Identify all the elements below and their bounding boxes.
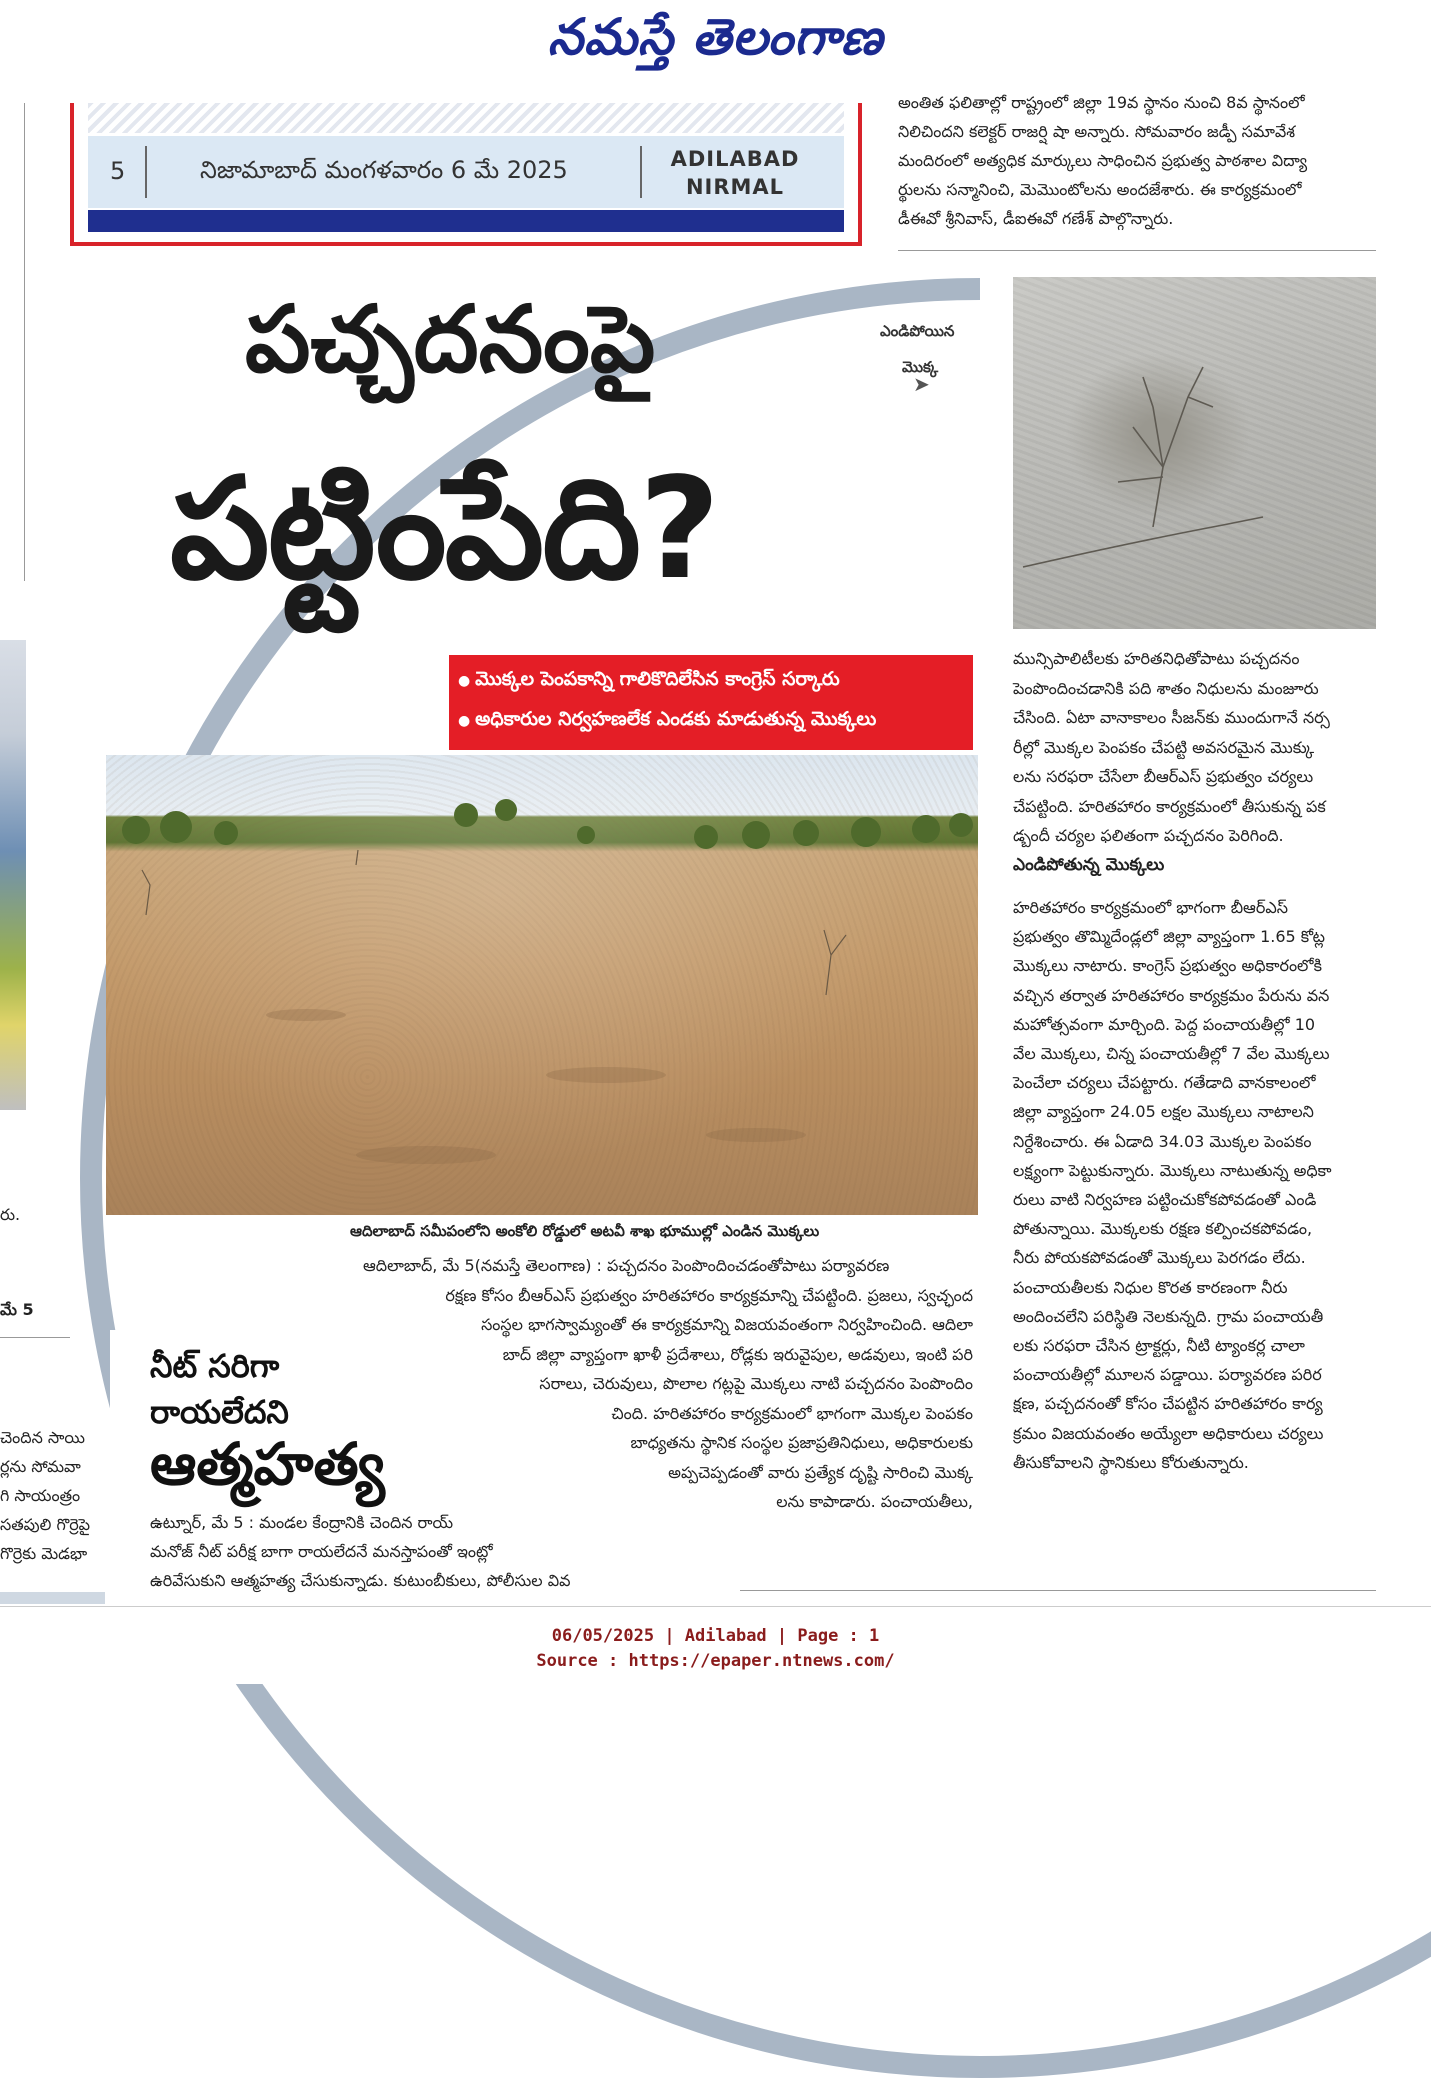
page-number: 5 xyxy=(110,157,126,185)
left-edge-photo xyxy=(0,640,26,1110)
subheadline-bullet: ● అధికారుల నిర్వహణలేక ఎండకు మాడుతున్న మొక్కలు xyxy=(458,708,876,735)
text-line: రక్షణ కోసం బీఆర్ఎస్ ప్రభుత్వం హరితహారం కార్యక్రమాన్ని చేపట్టింది. ప్రజలు, స్వచ్ఛంద xyxy=(445,1285,973,1305)
text-line: మున్సిపాలిటీలకు హరితనిధితోపాటు పచ్చదనం xyxy=(1013,649,1300,668)
page-bottom-rule xyxy=(0,1606,1431,1607)
text-line: రీల్లో మొక్కల పెంపకం చేపట్టి అవసరమైన మొక్కు xyxy=(1013,737,1315,757)
text-line: క్రమం విజయవంతం అయ్యేలా అధికారులు చర్యలు xyxy=(1013,1423,1324,1443)
text-line: మందిరంలో అత్యధిక మార్కులు సాధించిన ప్రభుత్వ పాఠశాల విద్యా xyxy=(898,151,1308,170)
barren-land-photo xyxy=(106,755,978,1215)
left-fragment: రు. xyxy=(0,1205,21,1224)
corner-background xyxy=(1376,1430,1431,1630)
left-fragment: చెందిన సాయి xyxy=(0,1428,85,1447)
arrow-icon: ➤ xyxy=(913,372,930,396)
text-line: మహోత్సవంగా మార్చింది. పెద్ద పంచాయతీల్లో 10 xyxy=(1013,1014,1316,1034)
dateline-separator xyxy=(640,146,642,198)
headline-line-1: పచ్చదనంపై xyxy=(245,286,656,393)
text-line: మొక్కలు నాటారు. కాంగ్రెస్ ప్రభుత్వం అధికారంలోకి xyxy=(1013,956,1322,976)
dried-plant-photo xyxy=(1013,277,1376,629)
section-rule xyxy=(740,1590,1376,1591)
dateline-hatch xyxy=(88,103,844,133)
headline-line: రాయలేదని xyxy=(150,1393,289,1431)
text-line: పెంపొందించడానికి పది శాతం నిధులను మంజూరు xyxy=(1013,678,1319,698)
main-article-body xyxy=(363,1251,973,1517)
left-fragment: మే 5 xyxy=(0,1300,34,1319)
section-rule xyxy=(898,250,1376,251)
text-line: చేపట్టింది. హరితహారం కార్యక్రమంలో తీసుకున్న పక xyxy=(1013,796,1326,816)
text-line: వేల మొక్కలు, చిన్న పంచాయతీల్లో 7 వేల మొక్కలు xyxy=(1013,1044,1330,1064)
footer-source-link[interactable]: Source : https://epaper.ntnews.com/ xyxy=(536,1651,895,1671)
text-line: బాద్ జిల్లా వ్యాప్తంగా ఖాళీ ప్రదేశాలు, రోడ్లకు ఇరువైపుల, అడవులు, ఇంటి పరి xyxy=(502,1344,973,1364)
text-line: డీఈవో శ్రీనివాస్, డీఐఈవో గణేశ్ పాల్గొన్నారు. xyxy=(898,209,1174,228)
right-article-part-2 xyxy=(1013,893,1376,1477)
text-line: ప్రభుత్వం తొమ్మిదేండ్లలో జిల్లా వ్యాప్తంగా 1.65 కోట్ల xyxy=(1013,927,1326,947)
landscape-sketch xyxy=(106,755,978,1215)
text-line: లక్ష్యంగా పెట్టుకున్నారు. మొక్కలు నాటుతున్న అధికా xyxy=(1013,1160,1332,1180)
dried-plant-sketch xyxy=(1013,277,1376,629)
text-line: లను సరఫరా చేసేలా బీఆర్ఎస్ ప్రభుత్వం చర్యలు xyxy=(1013,767,1314,786)
text-line: సంస్థల భాగస్వామ్యంతో ఈ కార్యక్రమాన్ని విజయవంతంగా నిర్వహించింది. ఆదిలా xyxy=(481,1315,973,1334)
edition-line: ADILABAD xyxy=(670,147,800,171)
text-line: మనోజ్ నీట్ పరీక్ష బాగా రాయలేదనే మనస్తాపంతో ఇంట్లో xyxy=(150,1542,493,1561)
left-edge-photo xyxy=(0,1592,105,1604)
headline-line-2: పట్టింపేది? xyxy=(170,448,719,611)
text-line: డ్బందీ చర్యల ఫలితంగా పచ్చదనం పెరిగింది. xyxy=(1013,826,1284,845)
text-line: బాధ్యతను స్థానిక సంస్థల ప్రజాప్రతినిధులు, అధికారులకు xyxy=(630,1433,973,1452)
text-line: క్షణ, పచ్చదనంతో కోసం చేపట్టిన హరితహారం కార్య xyxy=(1013,1394,1323,1414)
edition-label xyxy=(660,145,810,201)
neet-article-body xyxy=(150,1508,750,1595)
text-line: నిలిచిందని కలెక్టర్ రాజర్షి షా అన్నారు. సోమవారం జడ్పీ సమావేశ xyxy=(898,122,1296,141)
text-line: రులు వాటి నిర్వహణ పట్టించుకోకపోవడంతో ఎండి xyxy=(1013,1190,1317,1210)
text-line: లకు సరఫరా చేసిన ట్రాక్టర్లు, నీటి ట్యాంకర్ల చాలా xyxy=(1013,1336,1305,1356)
text-line: అంతిత ఫలితాల్లో రాష్ట్రంలో జిల్లా 19వ స్థానం నుంచి 8వ స్థానంలో xyxy=(898,93,1305,112)
footer-date-line: 06/05/2025 | Adilabad | Page : 1 xyxy=(551,1626,880,1646)
dateline-bar xyxy=(88,210,844,232)
left-fragment: సతపులి గొర్రెపై xyxy=(0,1515,91,1534)
text-line: వచ్చిన తర్వాత హరితహారం కార్యక్రమం పేరును వన xyxy=(1013,985,1330,1005)
text-line: పోతున్నాయి. మొక్కలకు రక్షణ కల్పించకపోవడం, xyxy=(1013,1219,1313,1239)
dateline-separator xyxy=(145,146,147,198)
pointer-line: మొక్క xyxy=(902,358,939,376)
text-line: ఉట్నూర్, మే 5 : మండల కేంద్రానికి చెందిన రాయ్ xyxy=(150,1513,454,1532)
dateline-date: నిజామాబాద్ మంగళవారం 6 మే 2025 xyxy=(200,156,568,184)
text-line: తీసుకోవాలని స్థానికులు కోరుతున్నారు. xyxy=(1013,1452,1249,1472)
text-line: పంచాయతీలకు నిధుల కొరత కారణంగా నీరు xyxy=(1013,1277,1288,1297)
text-line: పెంచేలా చర్యలు చేపట్టారు. గతేడాది వానకాలంలో xyxy=(1013,1073,1316,1093)
left-fragment: గి సాయంత్రం xyxy=(0,1486,81,1505)
edition-line: NIRMAL xyxy=(685,175,785,199)
headline-line: నీట్ సరిగా xyxy=(150,1347,280,1385)
neet-headline xyxy=(150,1343,289,1435)
left-fragment-rule xyxy=(0,1337,70,1338)
text-line: సరాలు, చెరువులు, పొలాల గట్లపై మొక్కలు నాటి పచ్చదనం పెంపొందిం xyxy=(539,1374,973,1393)
footer-background xyxy=(0,1610,1431,1684)
text-line: చింది. హరితహారం కార్యక్రమంలో భాగంగా మొక్కల పెంపకం xyxy=(611,1403,973,1423)
text-line: హరితహారం కార్యక్రమంలో భాగంగా బీఆర్ఎస్ xyxy=(1013,898,1288,917)
photo-caption: ఆదిలాబాద్ సమీపంలోని అంకోలి రోడ్డులో అటవీ శాఖ భూముల్లో ఎండిన మొక్కలు xyxy=(350,1222,820,1240)
text-line: అందించలేని పరిస్థితి నెలకున్నది. గ్రామ పంచాయతీ xyxy=(1013,1306,1324,1326)
text-line: ర్థులను సన్మానించి, మెమొంటోలను అందజేశారు. ఈ కార్యక్రమంలో xyxy=(898,180,1302,199)
text-line: పంచాయతీల్లో మూలన పడ్డాయి. పర్యావరణ పరిర xyxy=(1013,1365,1322,1385)
text-line: చేసింది. ఏటా వానాకాలం సీజన్‌కు ముందుగానే నర్స xyxy=(1013,708,1330,727)
left-fragment: ర్లను సోమవా xyxy=(0,1457,81,1476)
left-fragment: గొర్రెకు మెడభా xyxy=(0,1544,88,1563)
text-line: అప్పచెప్పడంతో వారు ప్రత్యేక దృష్టి సారించి మొక్క xyxy=(668,1462,973,1482)
neet-headline-big: ఆత్మహత్య xyxy=(150,1430,385,1498)
text-line: ఆదిలాబాద్, మే 5(నమస్తే తెలంగాణ) : పచ్చదనం పెంపొందించడంతోపాటు పర్యావరణ xyxy=(363,1256,890,1275)
text-line: జిల్లా వ్యాప్తంగా 24.05 లక్షల మొక్కలు నాటాలని xyxy=(1013,1102,1314,1122)
newspaper-masthead: నమస్తే తెలంగాణ xyxy=(547,8,884,66)
right-subhead: ఎండిపోతున్న మొక్కలు xyxy=(1013,855,1165,875)
left-column-border xyxy=(0,103,25,581)
text-line: నిర్దేశించారు. ఈ ఏడాది 34.03 మొక్కల పెంపకం xyxy=(1013,1131,1312,1151)
subheadline-bullet: ● మొక్కల పెంపకాన్ని గాలికొదిలేసిన కాంగ్రెస్ సర్కారు xyxy=(458,668,840,695)
text-line: లను కాపాడారు. పంచాయతీలు, xyxy=(776,1492,973,1511)
text-line: ఉరివేసుకుని ఆత్మహత్య చేసుకున్నాడు. కుటుంబీకులు, పోలీసుల వివ xyxy=(150,1571,571,1590)
text-line: నీరు పోయకపోవడంతో మొక్కలు పెరగడం లేదు. xyxy=(1013,1248,1306,1268)
pointer-line: ఎండిపోయిన xyxy=(880,322,955,340)
top-right-article xyxy=(898,88,1376,233)
right-article-part-1 xyxy=(1013,644,1376,851)
